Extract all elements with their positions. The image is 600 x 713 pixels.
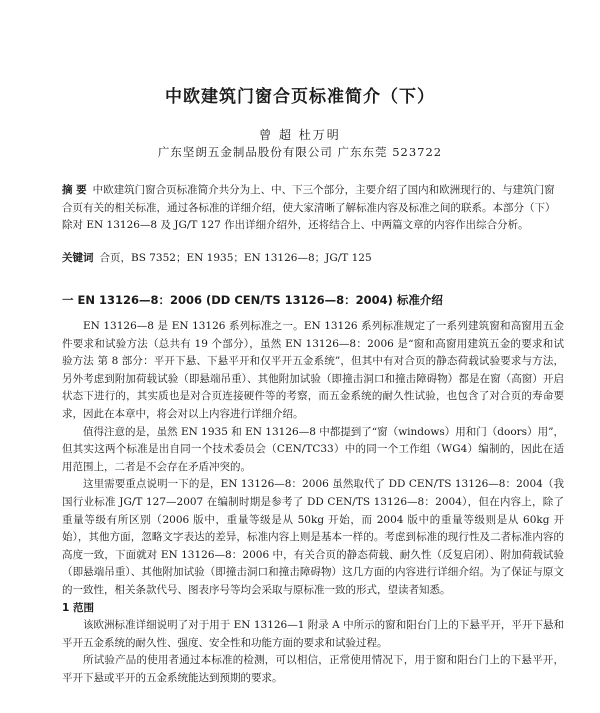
abstract xyxy=(62,182,564,235)
paragraph: 该欧洲标准详细说明了对于用于 EN 13126—1 附录 A 中所示的窗和阳台门上的下悬平开，平开下悬和平开五金系统的耐久性、强度、安全性和功能方面的要求和试验过程。 xyxy=(62,619,564,649)
paper-authors: 曾 超 杜万明 xyxy=(259,128,341,142)
paragraph: EN 13126—8 是 EN 13126 系列标准之一。EN 13126 系列标准规定了一系列建筑窗和高窗用五金件要求和试验方法（总共有 19 个部分），虽然 EN 13126—8：2006 是“窗和高窗用建筑五金的要求和试验方法 第 8 部分：平开下悬、下悬平开和仅平开五金系统”，但其中有对合页的静态荷载试验要求与方法，另外考虑到附加荷载试验（即悬端吊重）、其他附加试验（即撞击洞口和撞击障碍物）都是在窗（高窗）开启状态下进行的，其实质也是对合页连接硬件等的考察，而五金系统的耐久性试验，也包含了对合页的寿命要求，因此在本章中，将会对以上内容进行详细介绍。 xyxy=(62,320,564,420)
paragraph: 值得注意的是，虽然 EN 1935 和 EN 13126—8 中都提到了“窗（windows）用和门（doors）用”，但其实这两个标准是出自同一个技术委员会（CEN/TC33）中的同一个工作组（WG4）编制的，因此在适用范围上，二者是不会存在矛盾冲突的。 xyxy=(62,425,564,473)
subheading-scope: 1 范围 xyxy=(62,601,94,614)
section-heading: 一 EN 13126—8：2006 (DD CEN/TS 13126—8：2004) 标准介绍 xyxy=(62,293,443,307)
body-text xyxy=(62,318,564,687)
keywords-text: 合页，BS 7352；EN 1935；EN 13126—8；JG/T 125 xyxy=(99,252,372,264)
abstract-label: 摘 要 xyxy=(62,184,87,196)
keywords-label: 关键词 xyxy=(62,252,94,264)
abstract-text: 中欧建筑门窗合页标准简介共分为上、中、下三个部分，主要介绍了国内和欧洲现行的、与建筑门窗合页有关的相关标准，通过各标准的详细介绍，使大家清晰了解标准内容及标准之间的联系。本部分（下）除对 EN 13126—8 及 JG/T 127 作出详细介绍外，还将结合上、中两篇文章的内容作出综合分析。 xyxy=(62,184,556,231)
paper-title: 中欧建筑门窗合页标准简介（下） xyxy=(165,87,435,107)
paragraph: 所试验产品的使用者通过本标准的检测，可以相信，正常使用情况下，用于窗和阳台门上的下悬平开，平开下悬或平开的五金系统能达到预期的要求。 xyxy=(62,654,564,684)
keywords xyxy=(62,250,564,265)
author-affiliation: 广东坚朗五金制品股份有限公司 广东东莞 523722 xyxy=(157,145,443,159)
paragraph: 这里需要重点说明一下的是，EN 13126—8：2006 虽然取代了 DD CEN/TS 13126—8：2004（我国行业标准 JG/T 127—2007 在编制时期是参考了 DD CEN/TS 13126—8：2004），但在内容上，除了重量等级有所区别（2006 版中，重量等级是从 50kg 开始，而 2004 版中的重量等级则是从 60kg 开始），其他方面，忽略文字表达的差异，标准内容上则是基本一样的。考虑到标准的现行性及二者标准内容的高度一致，下面就对 EN 13126—8：2006 中，有关合页的静态荷载、耐久性（反复启闭）、附加荷载试验（即悬端吊重）、其他附加试验（即撞击洞口和撞击障碍物）这几方面的内容进行详细介绍。为了保证与原文的一致性，相关条款代号、图表序号等均会采取与原标准一致的形式，望读者知悉。 xyxy=(62,478,564,596)
